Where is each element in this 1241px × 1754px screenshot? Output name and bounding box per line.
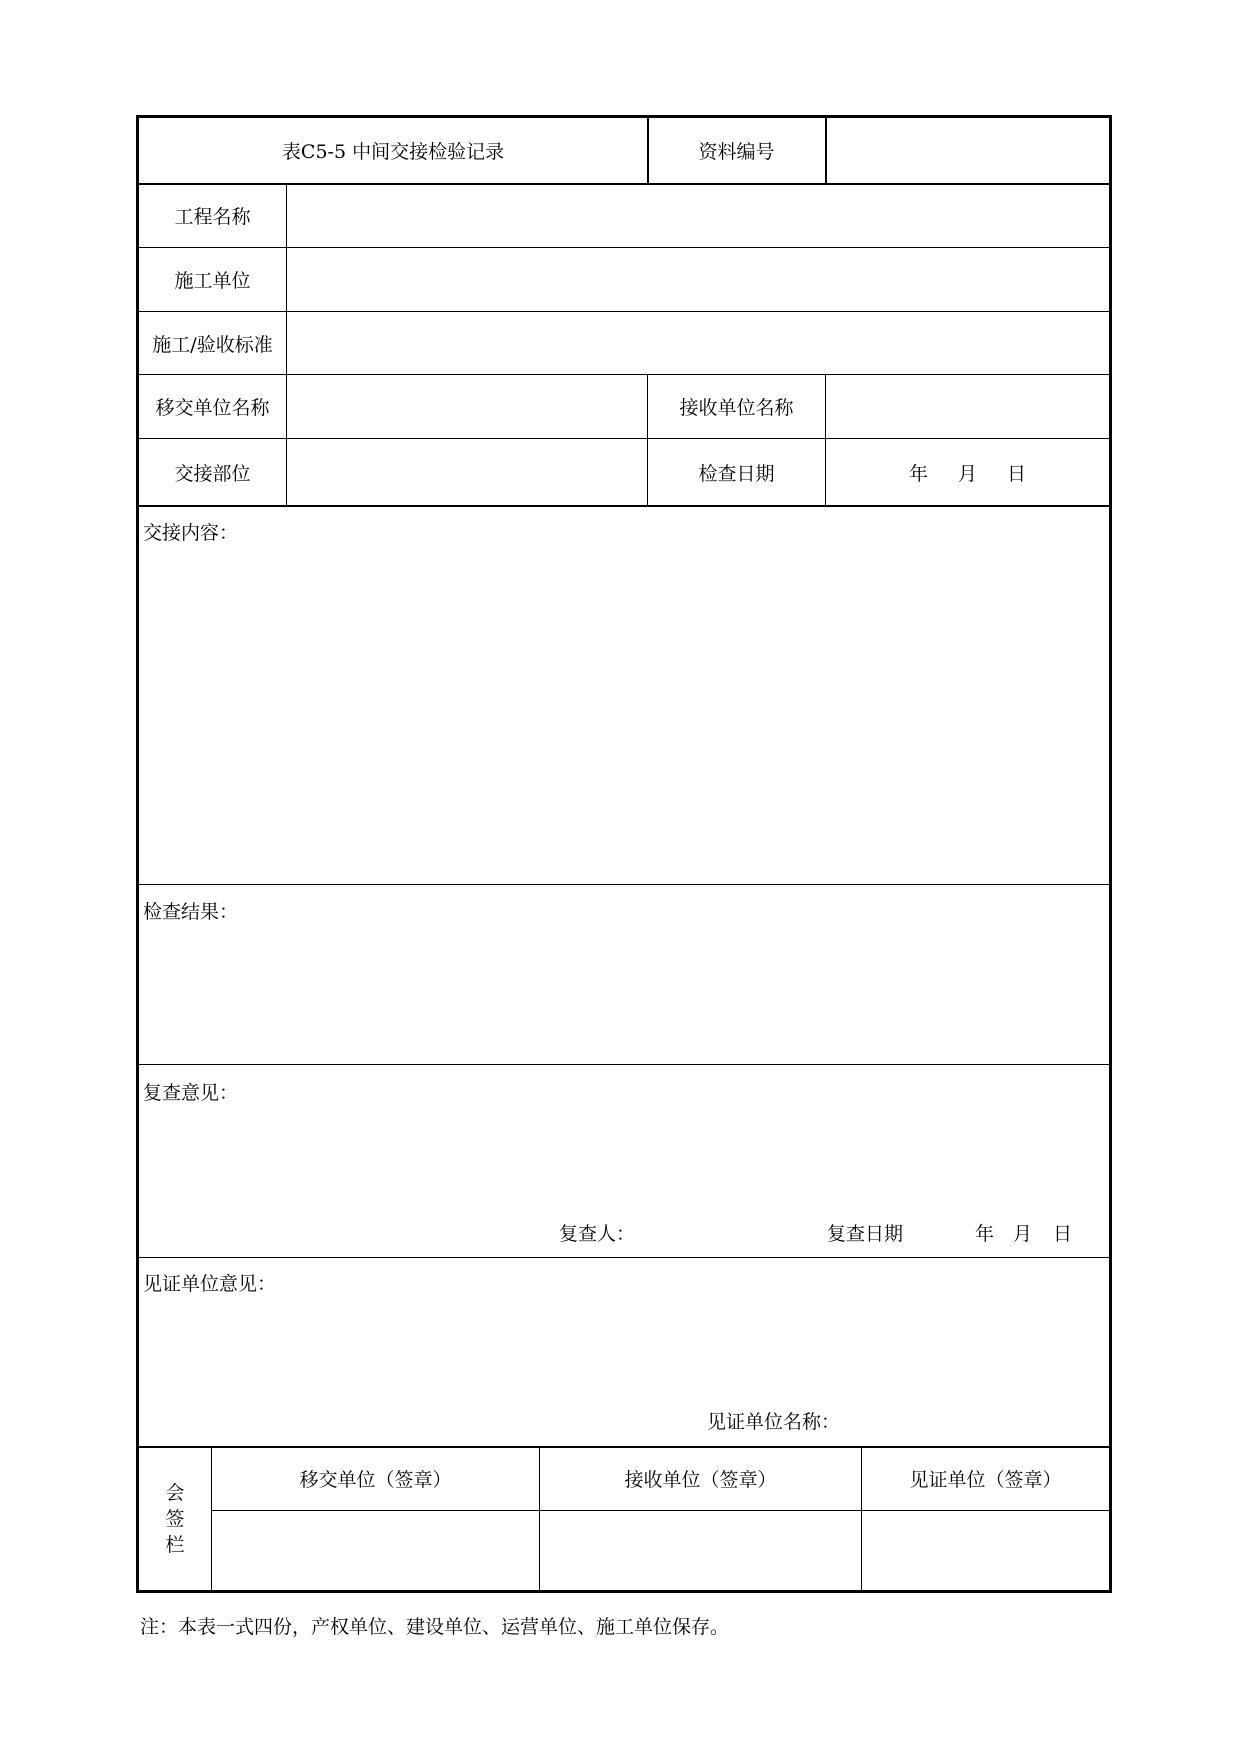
handover-inspection-form [136, 115, 1112, 1593]
check-date-label: 检查日期 [698, 462, 775, 485]
check-result-label: 检查结果： [143, 901, 239, 923]
handover-part-field[interactable] [287, 439, 647, 505]
review-opinion-area[interactable] [139, 1108, 1109, 1198]
check-date-field[interactable] [826, 439, 1109, 505]
check-date-month: 月 [957, 462, 977, 485]
construction-unit-field[interactable] [287, 248, 1109, 311]
handover-part-label: 交接部位 [174, 462, 251, 485]
review-date-month: 月 [1013, 1223, 1033, 1245]
review-opinion-label: 复查意见： [143, 1082, 239, 1104]
receiving-seal-label: 接收单位（签章） [624, 1469, 777, 1491]
standard-label: 施工/验收标准 [152, 333, 273, 356]
construction-unit-label: 施工单位 [174, 270, 251, 292]
receiving-seal-area[interactable] [540, 1511, 861, 1590]
footer-note: 注：本表一式四份，产权单位、建设单位、运营单位、施工单位保存。 [140, 1616, 730, 1638]
signoff-label [139, 1447, 211, 1590]
transfer-seal-label: 移交单位（签章） [299, 1469, 452, 1491]
reviewer-label: 复查人： [559, 1223, 636, 1245]
check-date-day: 日 [1007, 462, 1027, 485]
witness-opinion-area[interactable] [139, 1298, 1109, 1388]
form-title: 表C5-5 中间交接检验记录 [281, 141, 505, 163]
row-divider [139, 505, 1109, 507]
transfer-unit-field[interactable] [287, 375, 647, 438]
doc-number-field[interactable] [827, 118, 1109, 183]
receiving-unit-field[interactable] [826, 375, 1109, 438]
row-divider [139, 1064, 1109, 1065]
review-date-day: 日 [1053, 1223, 1073, 1245]
receiving-unit-label: 接收单位名称 [679, 397, 794, 419]
witness-seal-label: 见证单位（签章） [909, 1469, 1062, 1491]
row-divider [139, 884, 1109, 885]
witness-unit-name-label: 见证单位名称： [707, 1411, 841, 1433]
project-name-field[interactable] [287, 184, 1109, 247]
row-divider [139, 1257, 1109, 1258]
doc-number-label: 资料编号 [698, 141, 775, 163]
transfer-seal-area[interactable] [212, 1511, 539, 1590]
project-name-label: 工程名称 [174, 206, 251, 228]
handover-content-area[interactable] [139, 548, 1109, 878]
signoff-label-char: 栏 [165, 1533, 185, 1556]
witness-seal-area[interactable] [862, 1511, 1109, 1590]
review-date-year: 年 [975, 1223, 995, 1245]
review-date-label: 复查日期 [827, 1223, 904, 1245]
transfer-unit-label: 移交单位名称 [155, 397, 270, 419]
witness-opinion-label: 见证单位意见： [143, 1273, 277, 1295]
check-date-year: 年 [908, 462, 928, 485]
check-result-area[interactable] [139, 926, 1109, 1058]
standard-field[interactable] [287, 312, 1109, 374]
signoff-label-char: 签 [165, 1507, 185, 1530]
signoff-label-char: 会 [165, 1481, 185, 1504]
handover-content-label: 交接内容： [143, 522, 239, 544]
